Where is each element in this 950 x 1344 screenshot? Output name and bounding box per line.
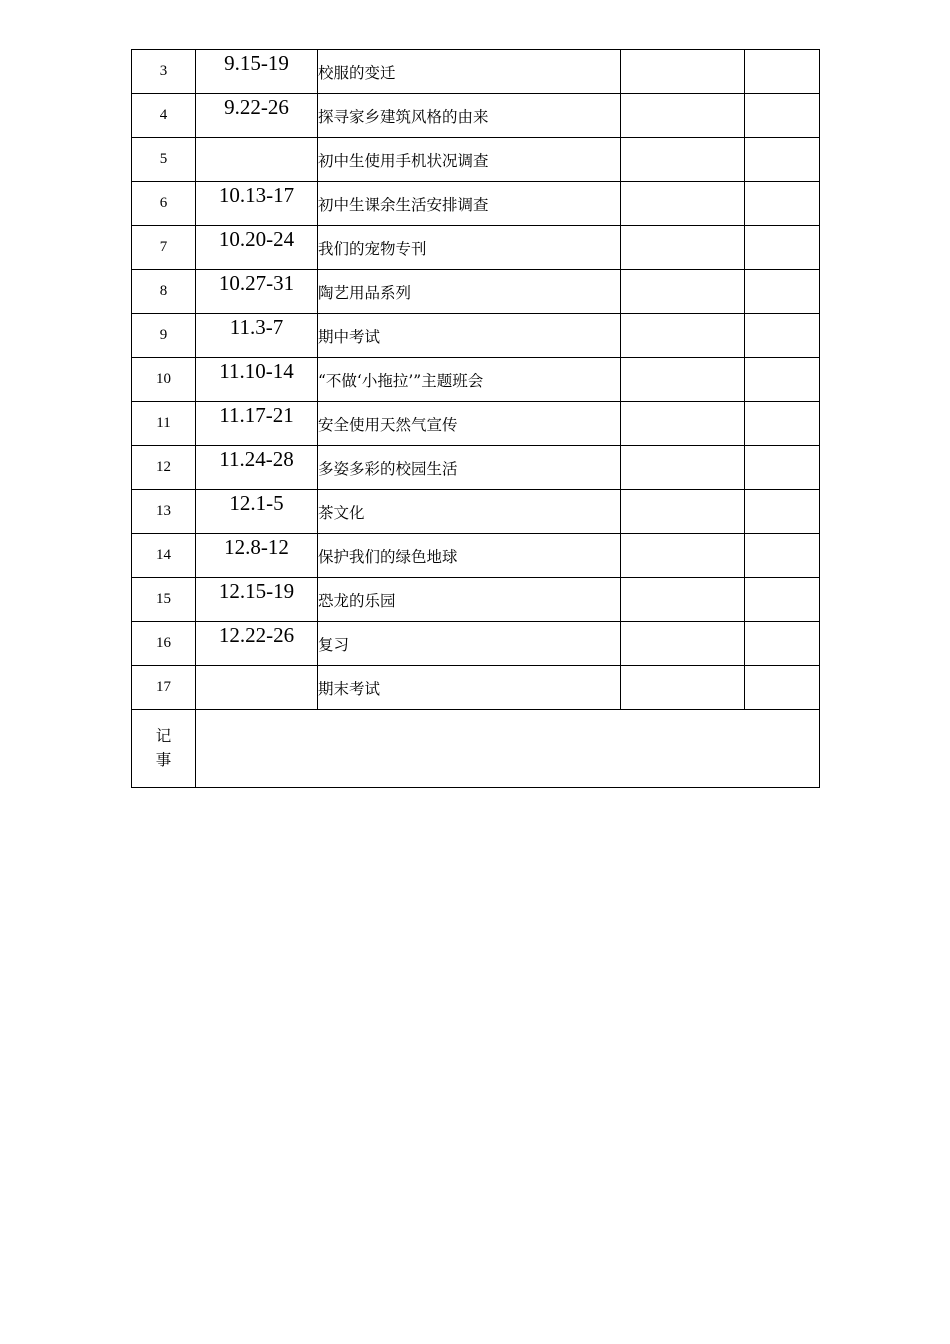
week-number-cell: 15 — [132, 578, 196, 622]
topic-cell: 我们的宠物专刊 — [318, 226, 621, 270]
schedule-body — [132, 50, 820, 788]
topic-cell: 保护我们的绿色地球 — [318, 534, 621, 578]
empty-cell — [745, 314, 820, 358]
topic-cell: 探寻家乡建筑风格的由来 — [318, 94, 621, 138]
empty-cell — [745, 402, 820, 446]
empty-cell — [745, 446, 820, 490]
topic-cell: 初中生课余生活安排调查 — [318, 182, 621, 226]
empty-cell — [621, 226, 745, 270]
table-row — [132, 182, 820, 226]
empty-cell — [745, 578, 820, 622]
table-row — [132, 490, 820, 534]
empty-cell — [621, 270, 745, 314]
week-number-cell: 14 — [132, 534, 196, 578]
empty-cell — [621, 446, 745, 490]
empty-cell — [745, 666, 820, 710]
date-range-cell — [196, 138, 318, 182]
empty-cell — [621, 578, 745, 622]
topic-cell: 初中生使用手机状况调查 — [318, 138, 621, 182]
date-range-cell: 12.15-19 — [196, 578, 318, 622]
table-row — [132, 314, 820, 358]
empty-cell — [745, 182, 820, 226]
empty-cell — [745, 226, 820, 270]
empty-cell — [745, 50, 820, 94]
empty-cell — [745, 358, 820, 402]
week-number-cell: 7 — [132, 226, 196, 270]
topic-cell: 安全使用天然气宣传 — [318, 402, 621, 446]
week-number-cell: 13 — [132, 490, 196, 534]
topic-cell: 多姿多彩的校园生活 — [318, 446, 621, 490]
date-range-cell: 11.17-21 — [196, 402, 318, 446]
notes-label-char-2: 事 — [155, 751, 172, 769]
empty-cell — [745, 622, 820, 666]
week-number-cell: 4 — [132, 94, 196, 138]
week-number-cell: 6 — [132, 182, 196, 226]
date-range-cell: 11.10-14 — [196, 358, 318, 402]
date-range-cell: 12.1-5 — [196, 490, 318, 534]
empty-cell — [621, 666, 745, 710]
table-row — [132, 138, 820, 182]
week-number-cell: 5 — [132, 138, 196, 182]
empty-cell — [745, 270, 820, 314]
empty-cell — [745, 138, 820, 182]
table-row — [132, 446, 820, 490]
date-range-cell: 9.22-26 — [196, 94, 318, 138]
week-number-cell: 9 — [132, 314, 196, 358]
empty-cell — [621, 622, 745, 666]
topic-cell: 茶文化 — [318, 490, 621, 534]
empty-cell — [621, 358, 745, 402]
week-number-cell: 11 — [132, 402, 196, 446]
topic-cell: “不做‘小拖拉’”主题班会 — [318, 358, 621, 402]
date-range-cell: 12.8-12 — [196, 534, 318, 578]
table-row — [132, 666, 820, 710]
empty-cell — [621, 490, 745, 534]
empty-cell — [621, 94, 745, 138]
notes-label-char-1: 记 — [155, 727, 172, 745]
schedule-table — [131, 49, 820, 788]
empty-cell — [621, 314, 745, 358]
week-number-cell: 10 — [132, 358, 196, 402]
table-row — [132, 270, 820, 314]
table-row — [132, 94, 820, 138]
notes-body — [196, 710, 820, 788]
empty-cell — [745, 490, 820, 534]
week-number-cell: 3 — [132, 50, 196, 94]
table-row — [132, 534, 820, 578]
topic-cell: 复习 — [318, 622, 621, 666]
topic-cell: 陶艺用品系列 — [318, 270, 621, 314]
date-range-cell: 11.3-7 — [196, 314, 318, 358]
table-row — [132, 622, 820, 666]
table-row — [132, 402, 820, 446]
date-range-cell: 10.13-17 — [196, 182, 318, 226]
date-range-cell: 10.27-31 — [196, 270, 318, 314]
date-range-cell: 9.15-19 — [196, 50, 318, 94]
empty-cell — [621, 534, 745, 578]
week-number-cell: 8 — [132, 270, 196, 314]
notes-label — [132, 710, 196, 788]
topic-cell: 期末考试 — [318, 666, 621, 710]
topic-cell: 恐龙的乐园 — [318, 578, 621, 622]
table-row — [132, 358, 820, 402]
empty-cell — [745, 534, 820, 578]
empty-cell — [745, 94, 820, 138]
week-number-cell: 12 — [132, 446, 196, 490]
empty-cell — [621, 182, 745, 226]
notes-row — [132, 710, 820, 788]
empty-cell — [621, 50, 745, 94]
date-range-cell: 10.20-24 — [196, 226, 318, 270]
date-range-cell: 11.24-28 — [196, 446, 318, 490]
table-row — [132, 226, 820, 270]
empty-cell — [621, 138, 745, 182]
topic-cell: 校服的变迁 — [318, 50, 621, 94]
date-range-cell: 12.22-26 — [196, 622, 318, 666]
table-row — [132, 50, 820, 94]
week-number-cell: 16 — [132, 622, 196, 666]
table-row — [132, 578, 820, 622]
empty-cell — [621, 402, 745, 446]
week-number-cell: 17 — [132, 666, 196, 710]
date-range-cell — [196, 666, 318, 710]
topic-cell: 期中考试 — [318, 314, 621, 358]
